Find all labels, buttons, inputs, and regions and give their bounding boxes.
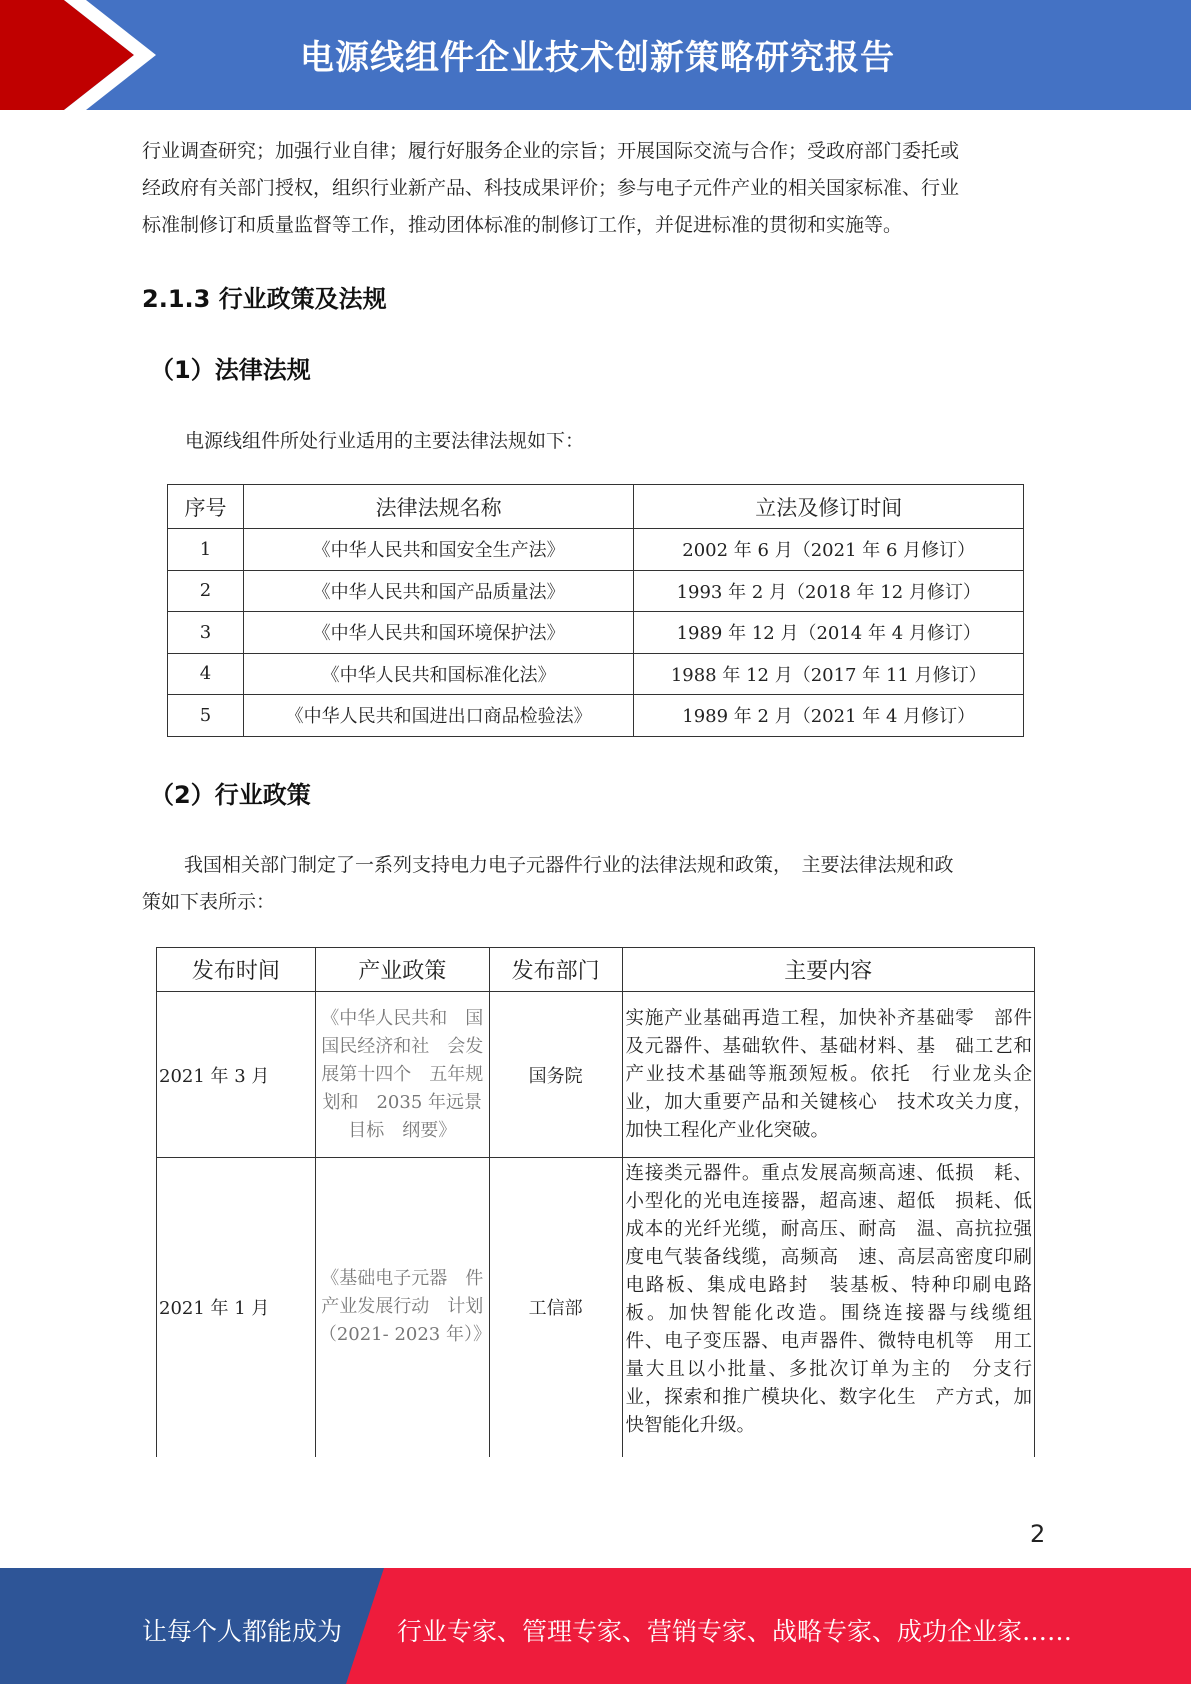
column-header: 序号 (168, 485, 244, 529)
policy-dept: 国务院 (489, 992, 622, 1158)
law-name: 《中华人民共和国标准化法》 (243, 653, 634, 695)
row-number: 4 (168, 653, 244, 695)
footer-slogan-right: 行业专家、管理专家、营销专家、战略专家、成功企业家…… (397, 1617, 1073, 1646)
intro-line-3: 标准制修订和质量监督等工作，推动团体标准的制修订工作，并促进标准的贯彻和实施等。 (142, 214, 903, 236)
law-name: 《中华人民共和国进出口商品检验法》 (243, 695, 634, 737)
law-name: 《中华人民共和国环境保护法》 (243, 612, 634, 654)
page-header (0, 0, 1191, 110)
column-header: 立法及修订时间 (634, 485, 1024, 529)
row-number: 5 (168, 695, 244, 737)
page-footer (0, 1568, 1191, 1684)
law-date: 1989 年 2 月（2021 年 4 月修订） (634, 695, 1024, 737)
table-row (168, 653, 1024, 695)
row-number: 1 (168, 529, 244, 571)
table-row (157, 992, 1035, 1158)
law-name: 《中华人民共和国产品质量法》 (243, 570, 634, 612)
section-heading: 2.1.3 行业政策及法规 (142, 285, 387, 313)
intro-paragraph (142, 133, 1050, 244)
table-row (168, 529, 1024, 571)
policies-intro (142, 847, 1050, 921)
table-row (157, 1158, 1035, 1457)
policy-date: 2021 年 3 月 (157, 992, 316, 1158)
law-date: 1993 年 2 月（2018 年 12 月修订） (634, 570, 1024, 612)
row-number: 3 (168, 612, 244, 654)
column-header: 发布时间 (157, 948, 316, 992)
laws-heading: （1）法律法规 (150, 356, 311, 384)
table-row (168, 570, 1024, 612)
policy-dept: 工信部 (489, 1158, 622, 1457)
intro-line-2: 经政府有关部门授权，组织行业新产品、科技成果评价；参与电子元件产业的相关国家标准、行业 (142, 177, 960, 199)
law-date: 1988 年 12 月（2017 年 11 月修订） (634, 653, 1024, 695)
page-number: 2 (1030, 1520, 1046, 1548)
column-header: 发布部门 (489, 948, 622, 992)
table-row (168, 695, 1024, 737)
row-number: 2 (168, 570, 244, 612)
policies-heading: （2）行业政策 (150, 781, 311, 809)
policy-name: 《基础电子元器 件产业发展行动 计划（2021- 2023 年）》 (315, 1158, 489, 1457)
laws-intro: 电源线组件所处行业适用的主要法律法规如下： (185, 430, 585, 452)
policy-content: 连接类元器件。重点发展高频高速、低损 耗、小型化的光电连接器，超高速、超低 损耗、低成本的光纤光缆，耐高压、耐高 温、高抗拉强度电气装备线缆，高频高 速、高层高密度印刷电路板、集成电路封 装基板、特种印刷电路板。加快智能化改造。围绕连接器与线缆组 件、电子变压器、电声器件、微特电机等 用工量大且以小批量、多批次订单为主的 分支行业，探索和推广模块化、数字化生 产方式，加快智能化升级。 (622, 1158, 1035, 1457)
policy-content: 实施产业基础再造工程，加快补齐基础零 部件及元器件、基础软件、基础材料、基 础工艺和产业技术基础等瓶颈短板。依托 行业龙头企业，加大重要产品和关键核心 技术攻关力度，加快工程化产业化突破。 (622, 992, 1035, 1158)
policies-intro-line-2: 策如下表所示： (142, 891, 276, 913)
column-header: 主要内容 (622, 948, 1035, 992)
policy-date: 2021 年 1 月 (157, 1158, 316, 1457)
column-header: 产业政策 (315, 948, 489, 992)
report-title: 电源线组件企业技术创新策略研究报告 (300, 38, 895, 78)
law-date: 2002 年 6 月（2021 年 6 月修订） (634, 529, 1024, 571)
law-date: 1989 年 12 月（2014 年 4 月修订） (634, 612, 1024, 654)
policy-name: 《中华人民共和 国国民经济和社 会发展第十四个 五年规划和 2035 年远景目标 纲要》 (315, 992, 489, 1158)
laws-table-header (168, 485, 1024, 529)
laws-table (167, 484, 1024, 737)
law-name: 《中华人民共和国安全生产法》 (243, 529, 634, 571)
table-row (168, 612, 1024, 654)
policies-table (156, 947, 1051, 1457)
policies-table-header (157, 948, 1035, 992)
intro-line-1: 行业调查研究；加强行业自律；履行好服务企业的宗旨；开展国际交流与合作；受政府部门委托或 (142, 140, 960, 162)
footer-slogan-left: 让每个人都能成为 (142, 1617, 343, 1646)
policies-intro-line-1: 我国相关部门制定了一系列支持电力电子元器件行业的法律法规和政策， 主要法律法规和政 (184, 854, 954, 876)
column-header: 法律法规名称 (243, 485, 634, 529)
